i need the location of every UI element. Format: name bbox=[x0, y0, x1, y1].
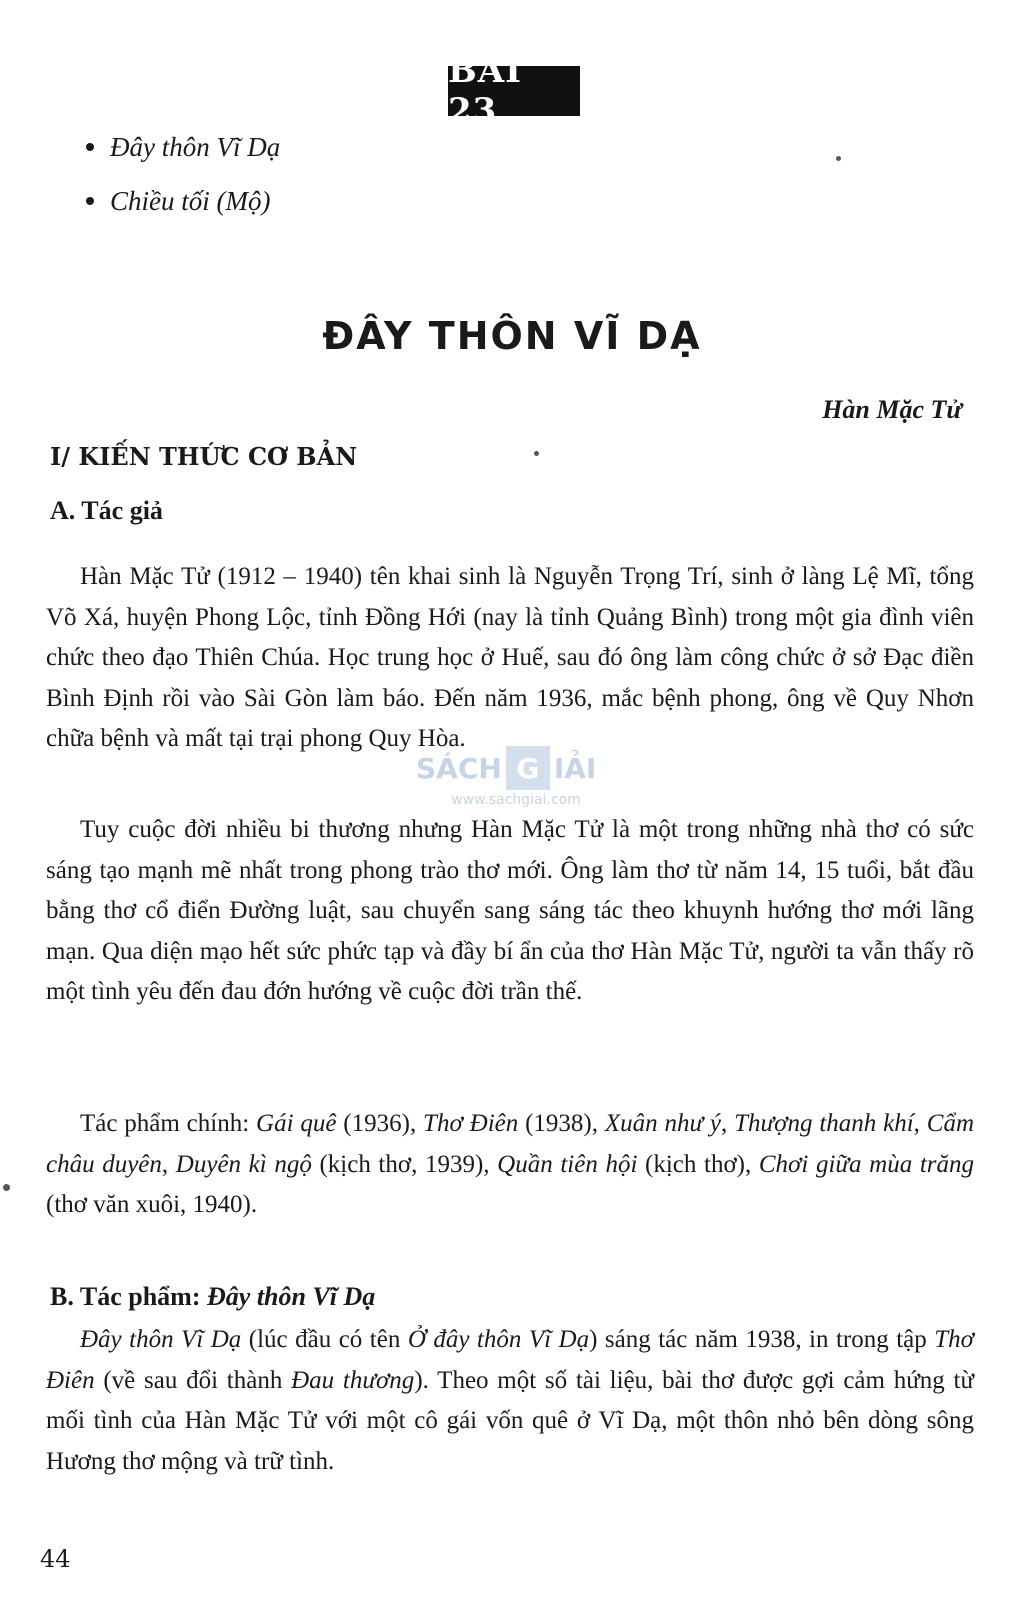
work-title: Thơ Điên bbox=[46, 1326, 975, 1394]
text-run: ) sáng tác năm 1938, in trong tập bbox=[589, 1326, 935, 1353]
text-run: (thơ văn xuôi, 1940). bbox=[46, 1191, 258, 1218]
poem-title: ĐÂY THÔN VĨ DẠ bbox=[322, 314, 702, 358]
text-run: (kịch thơ), bbox=[637, 1150, 759, 1178]
subheading-work bbox=[50, 1282, 375, 1312]
text-run: Tác phẩm chính: bbox=[80, 1110, 257, 1137]
text-run: (về sau đổi thành bbox=[94, 1366, 292, 1394]
text-run: (1938), bbox=[518, 1110, 605, 1137]
work-title: Ở đây thôn Vĩ Dạ bbox=[407, 1326, 590, 1353]
watermark-text: SÁCH bbox=[416, 751, 502, 785]
lesson-badge: BÀI 23 bbox=[448, 66, 580, 116]
work-title: Chơi giữa mùa trăng bbox=[758, 1150, 975, 1178]
watermark-text: IẢI bbox=[553, 751, 597, 785]
text-run: (lúc đầu có tên bbox=[241, 1326, 408, 1353]
text-run: , bbox=[913, 1110, 927, 1137]
lesson-contents bbox=[86, 120, 280, 228]
text-run: B. Tác phẩm: bbox=[50, 1282, 207, 1311]
text-run: , bbox=[721, 1110, 735, 1137]
work-title: Thơ Điên bbox=[423, 1110, 519, 1137]
paragraph-career: Tuy cuộc đời nhiều bi thương nhưng Hàn Mặc Tử là một trong những nhà thơ có sức sáng tạo mạnh mẽ nhất trong phong trào thơ mới. Ông làm thơ từ năm 14, 15 tuổi, bắt đầu bằng thơ cổ điển Đường luật, sau chuyển sang sáng tác theo khuynh hướng thơ mới lãng mạn. Qua diện mạo hết sức phức tạp và đầy bí ẩn của thơ Hàn Mặc Tử, người ta vẫn thấy rõ một tình yêu đến đau đớn hướng về cuộc đời trần thế. bbox=[46, 816, 974, 1005]
work-title: Cẩm châu duyên bbox=[46, 1110, 974, 1178]
contents-item-label: Chiều tối (Mộ) bbox=[110, 186, 271, 216]
paragraph-biography: Hàn Mặc Tử (1912 – 1940) tên khai sinh là Nguyễn Trọng Trí, sinh ở làng Lệ Mĩ, tổng Võ Xá, huyện Phong Lộc, tỉnh Đồng Hới (nay là tỉnh Quảng Bình) trong một gia đình viên chức theo đạo Thiên Chúa. Học trung học ở Huế, sau đó ông làm công chức ở sở Đạc điền Bình Định rồi vào Sài Gòn làm báo. Đến năm 1936, mắc bệnh phong, ông về Quy Nhơn chữa bệnh và mất tại trại phong Quy Hòa. bbox=[46, 563, 974, 752]
watermark-url: www.sachgiai.com bbox=[451, 792, 581, 808]
work-title: Thượng thanh khí bbox=[734, 1110, 914, 1137]
section-heading: I/ KIẾN THỨC CƠ BẢN bbox=[50, 442, 358, 471]
contents-item-label: Đây thôn Vĩ Dạ bbox=[110, 132, 281, 162]
bullet-icon bbox=[86, 197, 94, 205]
work-title: Quần tiên hội bbox=[497, 1150, 638, 1178]
work-title: Đau thương bbox=[291, 1366, 415, 1394]
work-title: Gái quê bbox=[256, 1110, 337, 1137]
work-title: Đây thôn Vĩ Dạ bbox=[80, 1326, 242, 1353]
paragraph-works bbox=[46, 1104, 974, 1226]
work-title: Đây thôn Vĩ Dạ bbox=[207, 1282, 376, 1311]
text-run: ). Theo một số tài liệu, bài thơ được gợi cảm hứng từ mối tình của Hàn Mặc Tử với một cô gái vốn quê ở Vĩ Dạ, một thôn nhỏ bên dòng sông Hương thơ mộng và trữ tình. bbox=[46, 1366, 975, 1475]
page-number: 44 bbox=[40, 1545, 71, 1573]
contents-item bbox=[86, 120, 280, 174]
text-run: (1936), bbox=[336, 1110, 424, 1137]
author-name: Hàn Mặc Tử bbox=[822, 395, 962, 424]
contents-item bbox=[86, 174, 280, 228]
text-run: (kịch thơ, 1939), bbox=[311, 1150, 498, 1178]
text-run: , bbox=[161, 1150, 176, 1178]
paragraph-work-context bbox=[46, 1320, 974, 1482]
work-title: Xuân như ý bbox=[604, 1110, 722, 1137]
bullet-icon bbox=[86, 143, 94, 151]
watermark-box: G bbox=[506, 746, 550, 790]
subheading-author: A. Tác giả bbox=[50, 496, 163, 525]
work-title: Duyên kì ngộ bbox=[175, 1150, 312, 1178]
speck bbox=[3, 1184, 10, 1191]
speck bbox=[836, 156, 841, 161]
speck bbox=[534, 451, 539, 456]
